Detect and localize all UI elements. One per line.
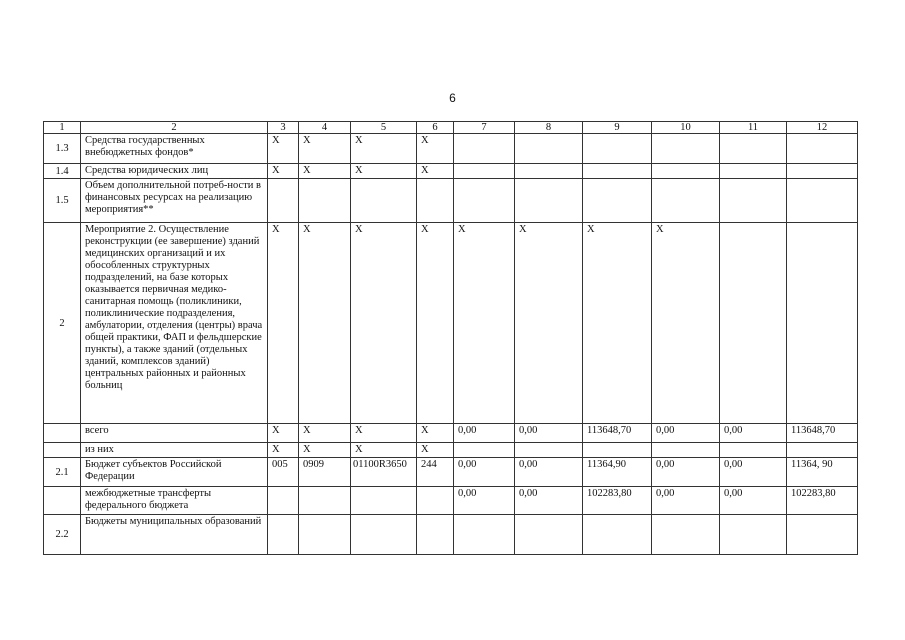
cell: 0,00 bbox=[720, 487, 787, 515]
cell: 113648,70 bbox=[787, 424, 858, 443]
cell: 0,00 bbox=[652, 487, 720, 515]
row-number bbox=[44, 443, 81, 458]
row-name: межбюджетные трансферты федерального бюджета bbox=[81, 487, 268, 515]
table-row bbox=[44, 134, 858, 164]
cell: Х bbox=[417, 164, 454, 179]
cell bbox=[417, 515, 454, 555]
cell bbox=[583, 515, 652, 555]
cell bbox=[515, 179, 583, 223]
cell bbox=[720, 223, 787, 424]
row-number: 1.4 bbox=[44, 164, 81, 179]
cell: Х bbox=[299, 223, 351, 424]
cell bbox=[417, 179, 454, 223]
row-name: Мероприятие 2. Осуществление реконструкции (ее завершение) зданий медицинских организаций и их обособленных структурных подразделений, на базе которых оказывается первичная медико-санитарная помощь (поликлиники, поликлинические подразделения, амбулатории, отделения (центры) врача общей практики, ФАП и фельдшерские пункты), а также зданий (отдельных зданий, комплексов зданий) центральных районных и районных больниц bbox=[81, 223, 268, 424]
row-number: 2.2 bbox=[44, 515, 81, 555]
cell: Х bbox=[417, 223, 454, 424]
cell bbox=[417, 487, 454, 515]
table-row bbox=[44, 458, 858, 487]
table-row bbox=[44, 443, 858, 458]
cell: 005 bbox=[268, 458, 299, 487]
cell bbox=[787, 515, 858, 555]
row-number: 1.3 bbox=[44, 134, 81, 164]
column-header: 2 bbox=[81, 122, 268, 134]
cell bbox=[720, 179, 787, 223]
cell bbox=[583, 134, 652, 164]
row-number: 2.1 bbox=[44, 458, 81, 487]
cell: 0,00 bbox=[454, 487, 515, 515]
cell: 102283,80 bbox=[583, 487, 652, 515]
cell: Х bbox=[417, 134, 454, 164]
cell bbox=[515, 515, 583, 555]
cell bbox=[787, 164, 858, 179]
cell: 01100R3650 bbox=[351, 458, 417, 487]
cell: 0,00 bbox=[515, 424, 583, 443]
cell bbox=[583, 443, 652, 458]
table-row bbox=[44, 424, 858, 443]
cell: Х bbox=[351, 134, 417, 164]
cell: Х bbox=[268, 443, 299, 458]
table-row bbox=[44, 487, 858, 515]
cell bbox=[454, 164, 515, 179]
row-number: 2 bbox=[44, 223, 81, 424]
cell: Х bbox=[268, 424, 299, 443]
cell: Х bbox=[299, 443, 351, 458]
cell bbox=[454, 515, 515, 555]
cell bbox=[720, 134, 787, 164]
row-name: Средства юридических лиц bbox=[81, 164, 268, 179]
cell: Х bbox=[268, 164, 299, 179]
cell bbox=[720, 443, 787, 458]
column-header: 6 bbox=[417, 122, 454, 134]
cell: Х bbox=[515, 223, 583, 424]
cell: 11364, 90 bbox=[787, 458, 858, 487]
cell: Х bbox=[299, 424, 351, 443]
column-header: 7 bbox=[454, 122, 515, 134]
cell bbox=[351, 515, 417, 555]
cell: 0,00 bbox=[652, 458, 720, 487]
cell: 0,00 bbox=[720, 424, 787, 443]
row-name: Объем дополнительной потреб-ности в финансовых ресурсах на реализацию мероприятия** bbox=[81, 179, 268, 223]
column-header: 11 bbox=[720, 122, 787, 134]
cell bbox=[351, 179, 417, 223]
cell: Х bbox=[417, 443, 454, 458]
row-name: из них bbox=[81, 443, 268, 458]
cell bbox=[787, 134, 858, 164]
cell: Х bbox=[268, 134, 299, 164]
row-name: всего bbox=[81, 424, 268, 443]
cell: 0,00 bbox=[454, 458, 515, 487]
table-row bbox=[44, 515, 858, 555]
row-number: 1.5 bbox=[44, 179, 81, 223]
cell: Х bbox=[454, 223, 515, 424]
column-header: 12 bbox=[787, 122, 858, 134]
cell bbox=[787, 443, 858, 458]
table-row bbox=[44, 179, 858, 223]
cell bbox=[268, 487, 299, 515]
cell bbox=[720, 164, 787, 179]
column-header: 5 bbox=[351, 122, 417, 134]
cell: Х bbox=[268, 223, 299, 424]
cell bbox=[268, 179, 299, 223]
cell: Х bbox=[583, 223, 652, 424]
cell: 0,00 bbox=[454, 424, 515, 443]
cell bbox=[268, 515, 299, 555]
table-row bbox=[44, 223, 858, 424]
cell bbox=[454, 134, 515, 164]
cell bbox=[583, 179, 652, 223]
cell: Х bbox=[351, 424, 417, 443]
cell: Х bbox=[299, 134, 351, 164]
column-number-row bbox=[44, 122, 858, 134]
cell bbox=[515, 134, 583, 164]
cell bbox=[652, 134, 720, 164]
cell: 244 bbox=[417, 458, 454, 487]
cell: 0909 bbox=[299, 458, 351, 487]
cell bbox=[652, 515, 720, 555]
cell: 11364,90 bbox=[583, 458, 652, 487]
cell bbox=[299, 179, 351, 223]
cell bbox=[583, 164, 652, 179]
cell: 102283,80 bbox=[787, 487, 858, 515]
cell bbox=[652, 179, 720, 223]
cell bbox=[787, 223, 858, 424]
cell bbox=[652, 443, 720, 458]
cell bbox=[299, 515, 351, 555]
column-header: 10 bbox=[652, 122, 720, 134]
cell: Х bbox=[351, 223, 417, 424]
cell: 0,00 bbox=[652, 424, 720, 443]
cell bbox=[299, 487, 351, 515]
cell bbox=[454, 179, 515, 223]
cell bbox=[787, 179, 858, 223]
cell bbox=[720, 515, 787, 555]
cell: 0,00 bbox=[515, 487, 583, 515]
column-header: 9 bbox=[583, 122, 652, 134]
cell: 113648,70 bbox=[583, 424, 652, 443]
cell: Х bbox=[351, 164, 417, 179]
column-header: 4 bbox=[299, 122, 351, 134]
cell: Х bbox=[417, 424, 454, 443]
table-row bbox=[44, 164, 858, 179]
cell bbox=[515, 164, 583, 179]
cell bbox=[454, 443, 515, 458]
row-number bbox=[44, 487, 81, 515]
cell: Х bbox=[299, 164, 351, 179]
column-header: 1 bbox=[44, 122, 81, 134]
page-number: 6 bbox=[449, 91, 456, 105]
cell: Х bbox=[351, 443, 417, 458]
column-header: 8 bbox=[515, 122, 583, 134]
row-name: Средства государственных внебюджетных фондов* bbox=[81, 134, 268, 164]
cell: 0,00 bbox=[720, 458, 787, 487]
cell bbox=[515, 443, 583, 458]
cell: Х bbox=[652, 223, 720, 424]
cell: 0,00 bbox=[515, 458, 583, 487]
row-name: Бюджет субъектов Российской Федерации bbox=[81, 458, 268, 487]
budget-table bbox=[43, 121, 858, 555]
cell bbox=[652, 164, 720, 179]
row-number bbox=[44, 424, 81, 443]
column-header: 3 bbox=[268, 122, 299, 134]
row-name: Бюджеты муниципальных образований bbox=[81, 515, 268, 555]
cell bbox=[351, 487, 417, 515]
